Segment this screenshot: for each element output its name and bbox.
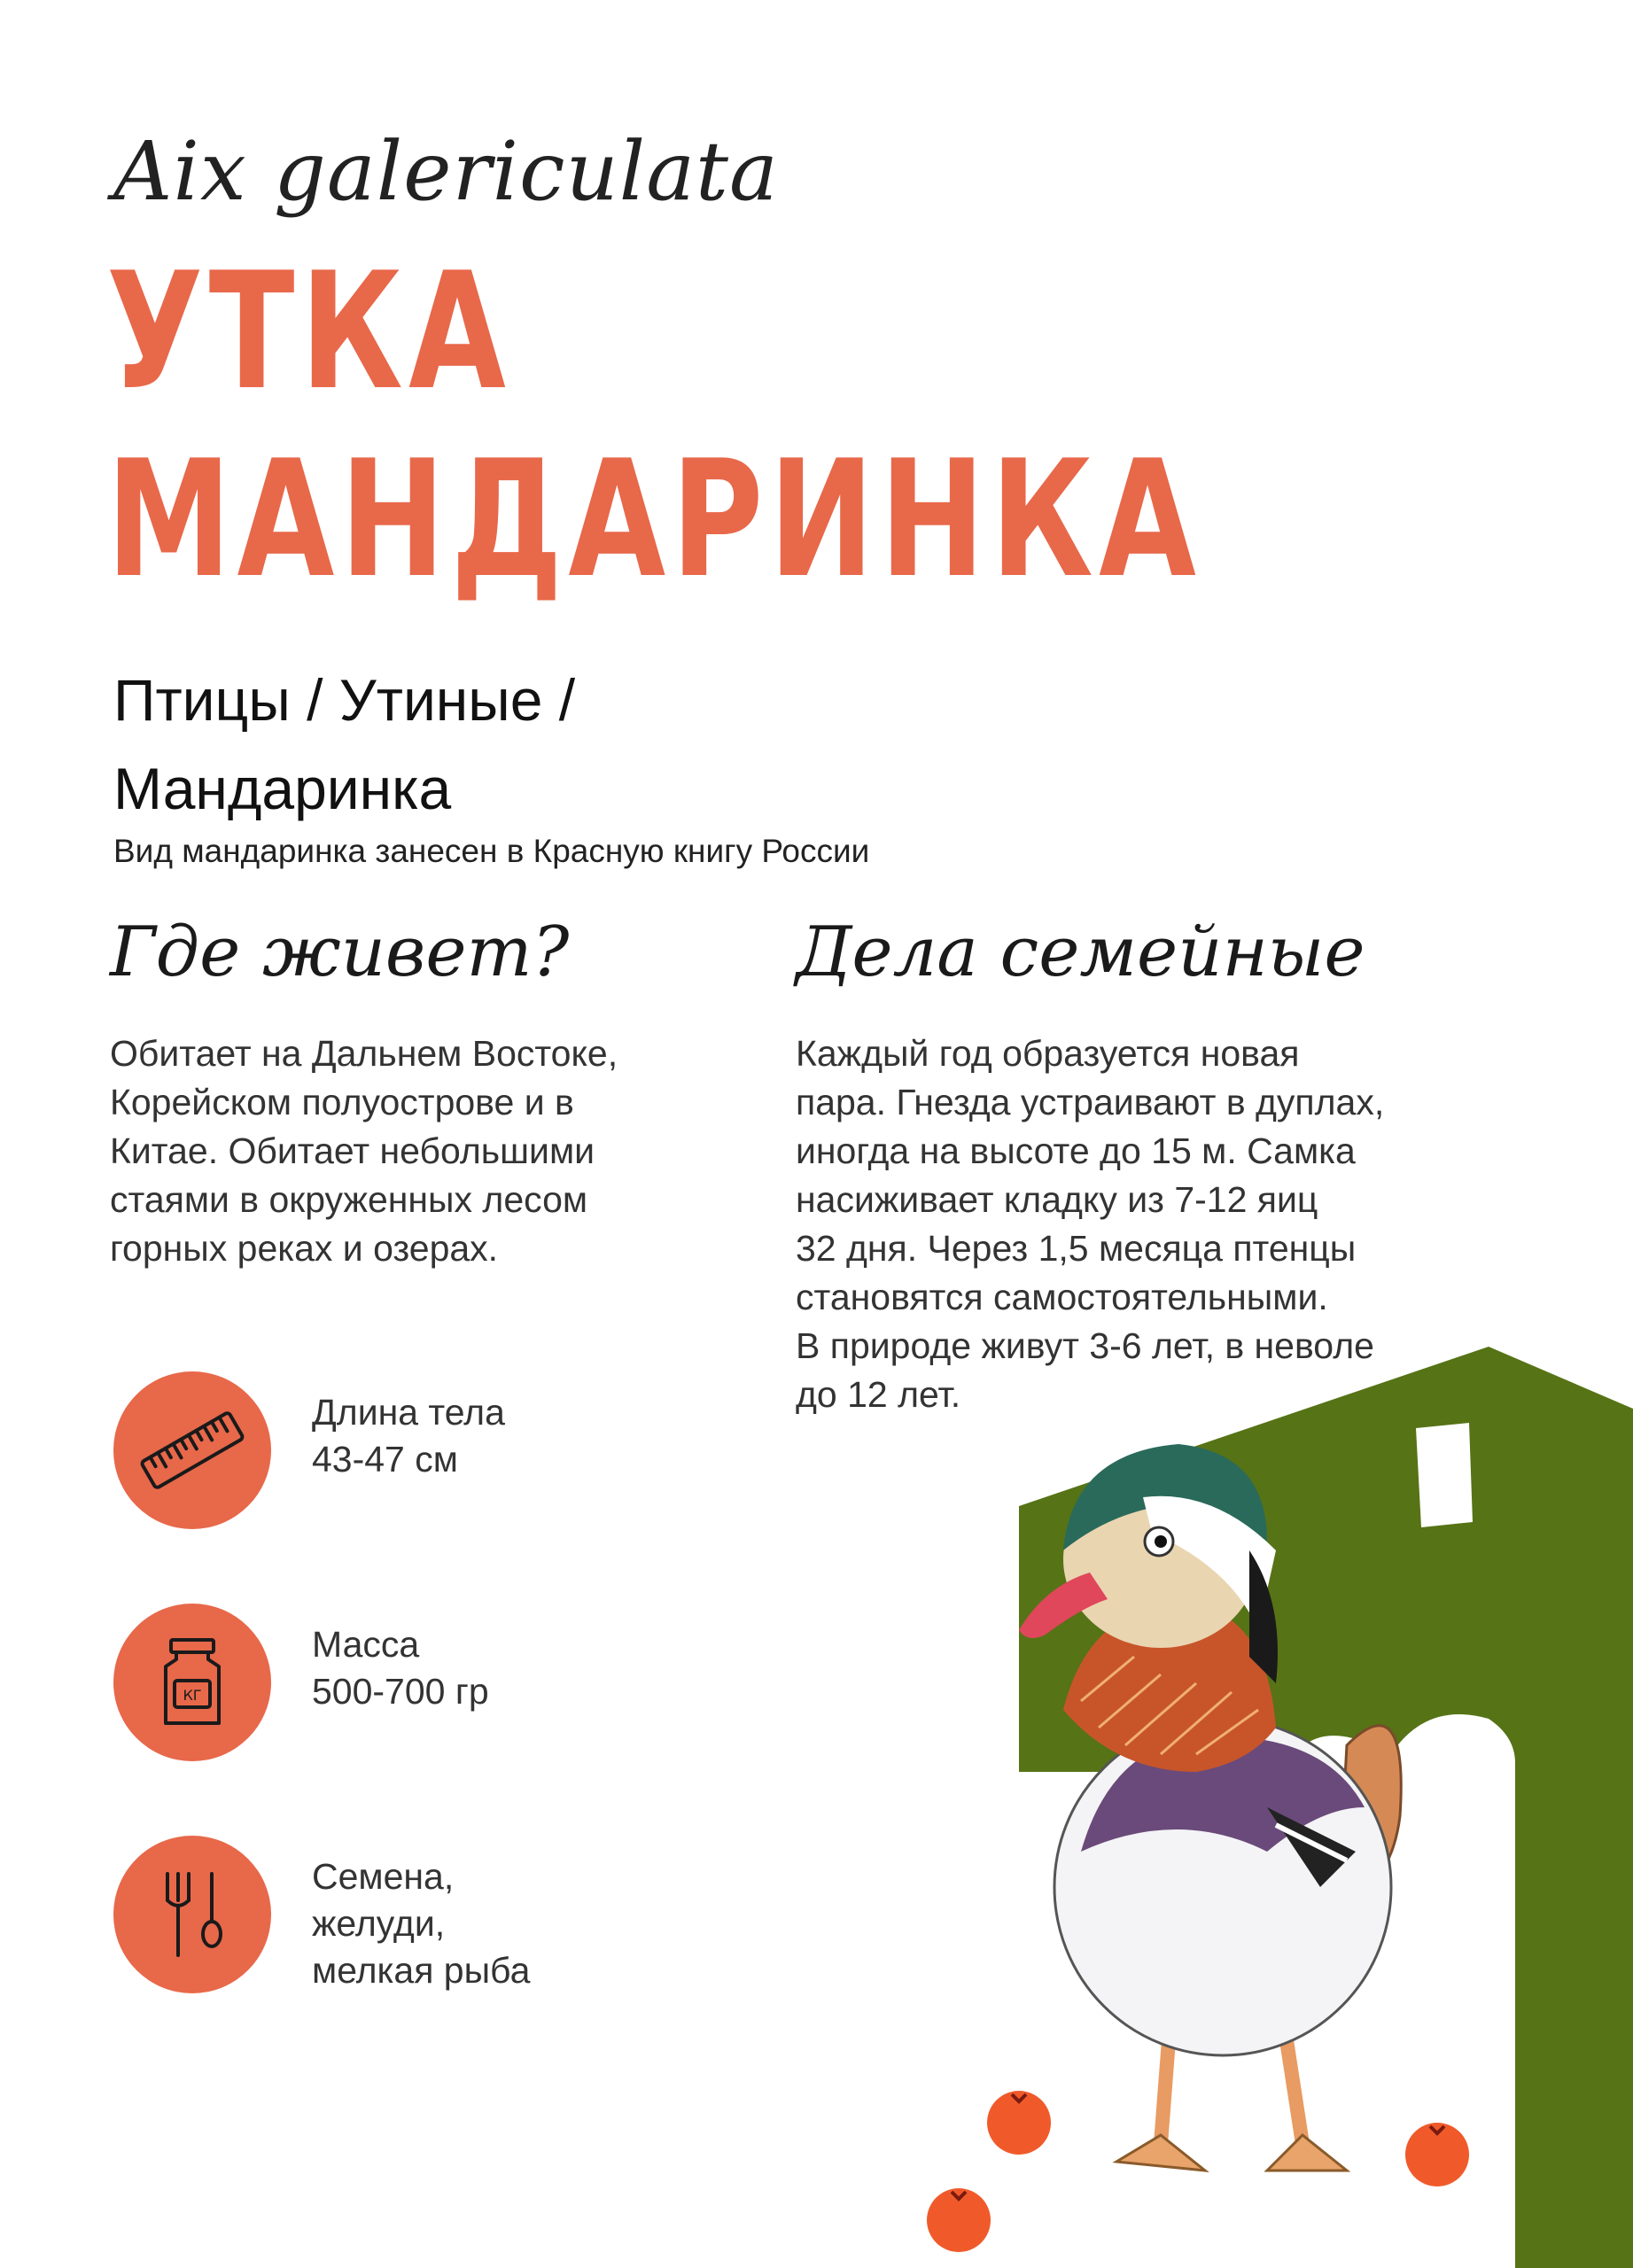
- family-heading: Дела семейные: [796, 913, 1365, 992]
- duck-illustration: [984, 1391, 1480, 2241]
- habitat-line: Обитает на Дальнем Востоке,: [110, 1033, 618, 1074]
- red-book-note: Вид мандаринка занесен в Красную книгу России: [113, 833, 870, 869]
- length-value: 43-47 см: [312, 1439, 458, 1480]
- ruler-icon: [113, 1371, 271, 1529]
- title-line-1: УТКА: [106, 237, 512, 425]
- habitat-line: Китае. Обитает небольшими: [110, 1130, 595, 1171]
- habitat-line: Корейском полуострове и в: [110, 1082, 574, 1122]
- title-line-2: МАНДАРИНКА: [106, 425, 1202, 613]
- food-line: Семена,: [312, 1856, 455, 1897]
- length-stat: [312, 1389, 666, 1483]
- family-line: пара. Гнезда устраивают в дуплах,: [796, 1082, 1385, 1122]
- food-line: желуди,: [312, 1903, 446, 1944]
- food-line: мелкая рыба: [312, 1950, 531, 1991]
- taxonomy-line-2: Мандаринка: [113, 756, 452, 821]
- taxonomy-line-1: Птицы / Утиные /: [113, 667, 576, 733]
- habitat-heading: Где живет?: [110, 913, 570, 992]
- family-line: становятся самостоятельными.: [796, 1277, 1328, 1317]
- habitat-text: [110, 1029, 748, 1273]
- latin-name: Aix galericulata: [113, 124, 779, 219]
- weight-badge: КГ: [183, 1687, 202, 1704]
- length-label: Длина тела: [312, 1392, 505, 1433]
- family-line: Каждый год образуется новая: [796, 1033, 1300, 1074]
- family-text: [796, 1029, 1487, 1419]
- orange-fruit-icon: [1400, 2116, 1474, 2190]
- family-line: В природе живут 3-6 лет, в неволе: [796, 1325, 1374, 1366]
- orange-fruit-icon: [921, 2181, 996, 2256]
- habitat-line: горных реках и озерах.: [110, 1228, 499, 1269]
- weight-value: 500-700 гр: [312, 1671, 489, 1712]
- family-line: до 12 лет.: [796, 1374, 961, 1415]
- weight-stat: [312, 1621, 666, 1715]
- family-line: иногда на высоте до 15 м. Самка: [796, 1130, 1356, 1171]
- food-stat: [312, 1853, 666, 1994]
- fork-spoon-icon: [113, 1836, 271, 1993]
- taxonomy: [113, 656, 911, 833]
- family-line: 32 дня. Через 1,5 месяца птенцы: [796, 1228, 1357, 1269]
- family-line: насиживает кладку из 7-12 яиц: [796, 1179, 1318, 1220]
- orange-fruit-icon: [982, 2084, 1056, 2158]
- weight-jar-icon: [113, 1604, 271, 1761]
- weight-label: Масса: [312, 1624, 420, 1665]
- habitat-line: стаями в окруженных лесом: [110, 1179, 588, 1220]
